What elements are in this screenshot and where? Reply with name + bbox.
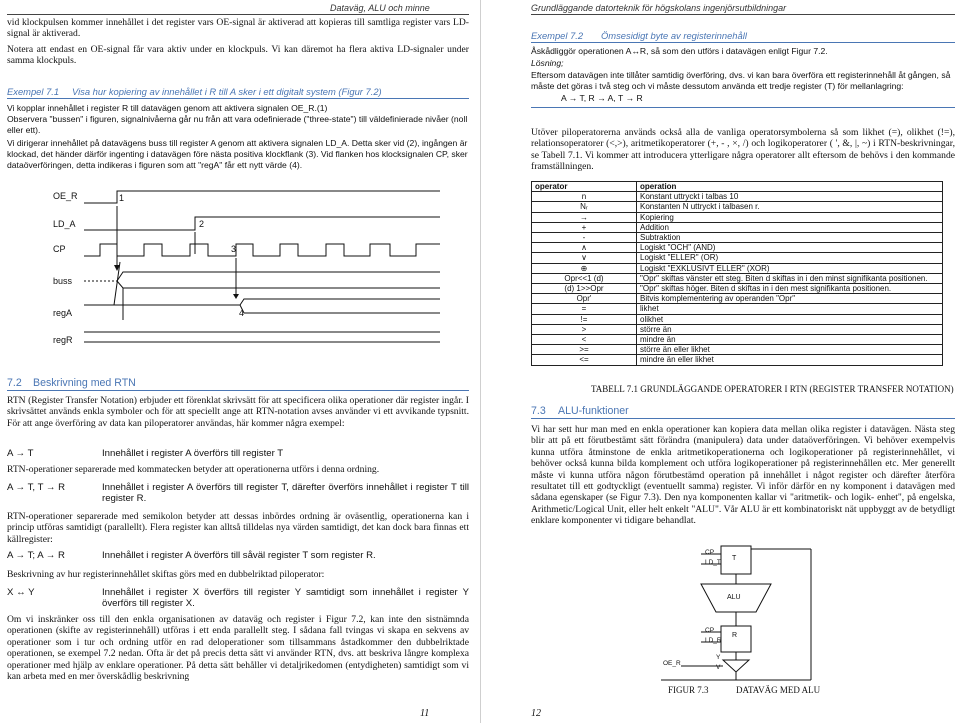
operator-cell: < [532, 335, 637, 345]
example-2-line-3: Eftersom datavägen inte tillåter samtidig överföring, dvs. vi kan bara överföra ett registerinnehåll åt gången, så måste det göras i två steg och vi måste dessutom använda ett tredje register (T) för mellanlagring: [531, 70, 951, 92]
header-rule-right [531, 14, 955, 15]
operation-cell: Addition [637, 222, 943, 232]
rtn-paragraph-2: RTN-operationer separerade med kommatecken betyder att operationerna utförs i denna ordning. [7, 464, 380, 475]
operator-cell: > [532, 324, 637, 334]
marker-3: 3 [231, 244, 237, 254]
fig-label-alu: ALU [727, 594, 741, 601]
operator-cell: Opr<<1 (d) [532, 273, 637, 283]
page-header: Dataväg, ALU och minne [330, 3, 430, 13]
section-number: 7.2 [7, 377, 22, 389]
operator-cell: ∧ [532, 243, 637, 253]
section-7-3-number: 7.3 [531, 405, 546, 417]
operator-cell: ⊕ [532, 263, 637, 273]
marker-4: 4 [239, 308, 245, 318]
operator-cell: - [532, 233, 637, 243]
rtn-example-4-rhs: Innehållet i register X överförs till register Y samtidigt som innehållet i register Y överförs till register X. [102, 587, 469, 610]
section-rule [7, 390, 469, 391]
example-rule [7, 98, 469, 99]
example-line-1: Vi kopplar innehållet i register R till datavägen genom att aktivera signalen OE_R.(1) [7, 103, 328, 113]
operation-cell: större än [637, 324, 943, 334]
operator-cell: ∨ [532, 253, 637, 263]
signal-label-cp: CP [53, 244, 66, 254]
rtn-paragraph-3: RTN-operationer separerade med semikolon betyder att dessas inbördes ordning är oväsentlig, operationerna kan i princip utföras samtidigt (parallellt). Flera register kan alltså tilldelas nya värden samtidigt, det kan dock bara finnas ett källregister: [7, 511, 469, 545]
table-row [532, 294, 943, 304]
operator-cell: Nᵣ [532, 202, 637, 212]
operation-cell: mindre än eller likhet [637, 355, 943, 365]
operator-cell: + [532, 222, 637, 232]
fig-label-v: V [716, 664, 721, 671]
operation-cell: olikhet [637, 314, 943, 324]
operators-paragraph: Utöver piloperatorerna används också alla de vanliga operatorsymbolerna så som likhet (=), olikhet (!=), relationsoperatorer (<,>), aritmetikoperatorer (+, - , ×, /) och logikoperatorer ( ', &, |, ~) i RTN-beskrivningar, se Tabell 7.1. Vi kommer att introducera ytterligare några operatorer allt eftersom de behövs i den kommande framställningen. [531, 127, 955, 173]
table-row [532, 192, 943, 202]
operator-table [531, 181, 943, 366]
table-body [532, 192, 943, 365]
table-row [532, 253, 943, 263]
operator-cell: n [532, 192, 637, 202]
rtn-example-2-lhs: A → T, T → R [7, 482, 66, 493]
operator-cell: → [532, 212, 637, 222]
page-number-right: 12 [531, 708, 541, 719]
table-header-operator: operator [532, 182, 637, 192]
operation-cell: "Opr" skiftas höger. Biten d skiftas in i den mest signifikanta positionen. [637, 284, 943, 294]
intro-paragraph-2: Notera att endast en OE-signal får vara aktiv under en klockpuls. Vi kan däremot ha flera aktiva LD-signaler under samma klockpuls. [7, 44, 469, 67]
right-page [481, 0, 960, 723]
table-row [532, 273, 943, 283]
fig-label-cp-1: CP [705, 549, 715, 556]
rtn-example-2-rhs: Innehållet i register A överförs till register T, därefter överförs innehållet i register T till register R. [102, 482, 469, 505]
table-row [532, 233, 943, 243]
example-2-end-rule [531, 107, 955, 108]
example-2-label: Exempel 7.2 [531, 30, 584, 41]
example-2-line-4: A → T, R → A, T → R [561, 93, 643, 103]
table-row [532, 324, 943, 334]
page-number-left: 11 [420, 708, 430, 719]
figure-caption-number: FIGUR 7.3 [668, 685, 709, 695]
operation-cell: Konstanten N uttryckt i talbasen r. [637, 202, 943, 212]
signal-label-buss: buss [53, 276, 73, 286]
operation-cell: Bitvis komplementering av operanden "Opr" [637, 294, 943, 304]
example-label: Exempel 7.1 [7, 86, 60, 97]
rtn-example-3-rhs: Innehållet i register A överförs till såväl register T som register R. [102, 550, 376, 561]
alu-paragraph: Vi har sett hur man med en enkla operationer kan kopiera data mellan olika register i datavägen. Nästa steg blir att på ett förutbestämt sätt förändra (manipulera) data under dataöverföringen. Vi behöver exempelvis kunna utföra åtminstone de enkla aritmetikoperationerna och logikoperationer på registerinnehållet, vi behöver också kunna bilda komplement och utföra logikoperationer på registerinnehållen etc. Mer generellt måste vi kunna utföra någon förutbestämd operation på innehållet i något register och därefter återföra resultatet till ett godtyckligt (eventuellt samma) register. Vi inför därför en ny komponent i datavägen med sådana egenskaper (se Figur 7.3). Den nya komponenten kallar vi "aritmetik- och logik- enhet", på engelska, Arithmetic/Logical Unit, eller helt enkelt "ALU". Vår ALU är ett kombinatoriskt nät uppbyggt av de betydligt enklare komponenter vi tidigare behandlat. [531, 424, 955, 527]
fig-label-y: Y [716, 654, 721, 661]
signal-label-rega: regA [53, 308, 73, 318]
table-caption: TABELL 7.1 GRUNDLÄGGANDE OPERATORER I RTN (REGISTER TRANSFER NOTATION) [591, 384, 954, 394]
fig-label-oer: OE_R [663, 660, 681, 667]
operator-cell: = [532, 304, 637, 314]
section-7-3-title: ALU-funktioner [558, 405, 629, 417]
section-7-3-rule [531, 418, 955, 419]
example-line-2: Observera "bussen" i figuren, signalnivåerna går nu från att vara odefinierade ("three-state") till väldefinierade nivåer (noll eller ett). [7, 114, 468, 136]
operation-cell: mindre än [637, 335, 943, 345]
example-title: Visa hur kopiering av innehållet i R till A sker i ett digitalt system (Figur 7.2) [72, 86, 382, 97]
table-row [532, 345, 943, 355]
example-line-3: Vi dirigerar innehållet på datavägens buss till register A genom att aktivera signalen LD_A. Detta sker vid (2), ingången är klockad, det händer därför ingenting i datavägen före nästa positiva klockflank (3). Vid flanken hos klocksignalen CP, sker dataöverföringen, detta indikeras i figuren som att "regA" får ett nytt värde (4). [7, 138, 468, 171]
operation-cell: Subtraktion [637, 233, 943, 243]
marker-1: 1 [119, 193, 125, 203]
rtn-example-4-lhs: X ↔ Y [7, 587, 35, 598]
table-row [532, 222, 943, 232]
header-rule [7, 14, 469, 15]
operation-cell: "Opr" skiftas vänster ett steg. Biten d skiftas in i den minst signifikanta positionen. [637, 273, 943, 283]
signal-label-oe: OE_R [53, 191, 78, 201]
fig-label-cp-2: CP [705, 627, 715, 634]
example-2-line-1: Åskådliggör operationen A↔R, så som den utförs i datavägen enligt Figur 7.2. [531, 46, 828, 56]
fig-label-t: T [732, 555, 737, 562]
table-row [532, 263, 943, 273]
rtn-example-1-lhs: A → T [7, 448, 34, 459]
operator-cell: <= [532, 355, 637, 365]
operation-cell: Kopiering [637, 212, 943, 222]
operator-cell: >= [532, 345, 637, 355]
table-row [532, 335, 943, 345]
operator-cell: != [532, 314, 637, 324]
signal-label-regr: regR [53, 335, 73, 345]
table-row [532, 243, 943, 253]
section-title: Beskrivning med RTN [33, 377, 136, 389]
operation-cell: Logiskt "EXKLUSIVT ELLER" (XOR) [637, 263, 943, 273]
page-header-right: Grundläggande datorteknik för högskolans ingenjörsutbildningar [531, 3, 787, 13]
fig-label-ldr: LD_R [705, 637, 722, 644]
fig-label-r: R [732, 632, 738, 639]
table-row [532, 314, 943, 324]
operation-cell: Logiskt "OCH" (AND) [637, 243, 943, 253]
operator-cell: Opr' [532, 294, 637, 304]
table-row [532, 355, 943, 365]
table-header-operation: operation [637, 182, 943, 192]
operation-cell: Logiskt "ELLER" (OR) [637, 253, 943, 263]
table-row [532, 284, 943, 294]
rtn-paragraph-1: RTN (Register Transfer Notation) erbjuder ett förenklat skrivsätt för att specificera olika operationer där register ingår. I skrivsättet används enkla symboler och för att speciellt ange att RTN-notation avses använder vi ett avvikande typsnitt. För att ange överföring av data kan piloperatorer användas, här kommer några exempel: [7, 395, 469, 429]
operation-cell: större än eller likhet [637, 345, 943, 355]
operation-cell: likhet [637, 304, 943, 314]
example-2-line-2: Lösning; [531, 58, 564, 68]
marker-2: 2 [199, 219, 205, 229]
figure-caption-text: DATAVÄG MED ALU [736, 685, 821, 695]
table-row [532, 212, 943, 222]
table-row [532, 202, 943, 212]
table-header-row [532, 182, 943, 192]
example-2-rule [531, 42, 955, 43]
fig-label-ldt: LD_T [705, 559, 721, 566]
rtn-example-3-lhs: A → T; A → R [7, 550, 65, 561]
operator-cell: (d) 1>>Opr [532, 284, 637, 294]
rtn-paragraph-4: Beskrivning av hur registerinnehållet skiftas görs med en dubbelriktad piloperator: [7, 569, 325, 580]
table-row [532, 304, 943, 314]
rtn-paragraph-5: Om vi inskränker oss till den enkla organisationen av dataväg och register i Figur 7.2, kan inte den sistnämnda operationen (skifte av registerinnehåll) utföras i ett enda parallellt steg. I sådana fall tvingas vi skapa en sekvens av operationer som i tur och ordning utför en rad deloperationer som tillsammans åstadkommer den dubbelriktade operationen, se exempel 7.2 nedan. Ofta är det på precis detta sätt vi använder RTN, dvs. att beskriva långre komplexa operationer med hjälp av enklare operationer. På detta sätt behåller vi detaljrikedomen (entydigheten) samtidigt som vi kan arbeta med en mer överskådlig beskrivning [7, 614, 469, 683]
signal-label-ld: LD_A [53, 219, 76, 229]
rtn-example-1-rhs: Innehållet i register A överförs till register T [102, 448, 284, 459]
operation-cell: Konstant uttryckt i talbas 10 [637, 192, 943, 202]
intro-paragraph-1: vid klockpulsen kommer innehållet i det register vars OE-signal är aktiverad att kopieras till samtliga register vars LD-signal är aktiverad. [7, 17, 469, 40]
example-2-title: Ömsesidigt byte av registerinnehåll [601, 30, 747, 41]
